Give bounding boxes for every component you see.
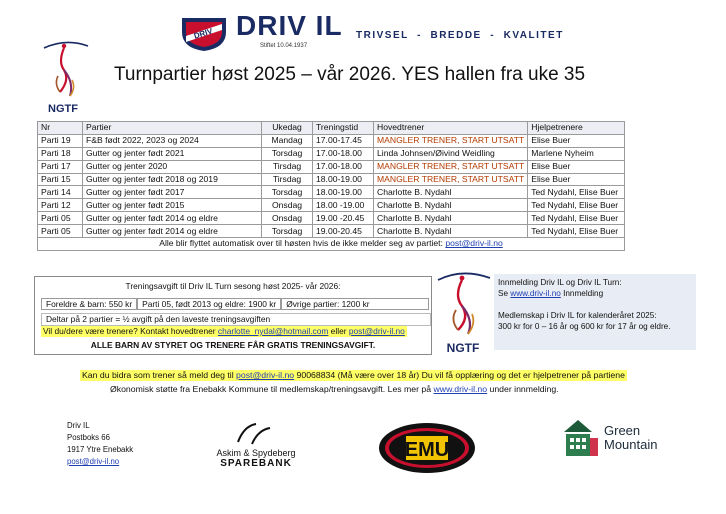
cell-trener: Charlotte B. Nydahl [374,212,528,225]
footer-email-link[interactable]: post@driv-il.no [445,238,503,249]
cell-trener: MANGLER TRENER, START UTSATT [374,160,528,173]
cell-nr: Parti 12 [38,199,83,212]
table-row [38,199,625,212]
cell-hjelp: Ted Nydahl, Elise Buer [528,225,625,238]
cell-trener: Charlotte B. Nydahl [374,186,528,199]
bank-swoosh-icon [234,422,278,446]
cell-dag: Torsdag [262,147,313,160]
cell-trener: Linda Johnsen/Øivind Weidling [374,147,528,160]
address-box: Postboks 66 [67,433,110,442]
cell-nr: Parti 05 [38,212,83,225]
table-row [38,147,625,160]
address-name: Driv IL [67,421,90,430]
ngtf-gymnast-logo-icon [432,266,494,358]
club-address [67,420,133,468]
cell-parti: Gutter og jenter født 2017 [83,186,262,199]
or-text: eller [328,326,349,336]
ngtf-label: NGTF [48,103,78,115]
cell-parti: F&B født 2022, 2023 og 2024 [83,134,262,147]
head-coach-email-link[interactable]: charlotte_nydal@hotmail.com [217,326,329,336]
membership-line3: Medlemskap i Driv IL for kalenderåret 2025: [498,311,657,320]
driv-il-logo-icon [178,12,230,52]
volunteer-post: 90068834 (Må være over 18 år) Du vil få opplæring og det er hjelpetrener på partiene [294,370,625,380]
table-row [38,212,625,225]
driv-badge-text: DRIV [192,26,214,41]
membership-line1: Innmelding Driv IL og Driv IL Turn: [498,278,622,287]
cell-parti: Gutter og jenter 2020 [83,160,262,173]
website-link[interactable]: www.driv-il.no [510,289,561,298]
fee-parti05: Parti 05, født 2013 og eldre: 1900 kr [137,298,281,310]
cell-tid: 19.00 -20.45 [313,212,374,225]
cell-dag: Torsdag [262,225,313,238]
emu-text: EMU [404,439,450,461]
founded-date: Stiftet 10.04.1937 [260,43,308,49]
fee-box [34,276,432,355]
bank-name-line1: Askim & Spydeberg [216,448,296,458]
address-city: 1917 Ytre Enebakk [67,445,134,454]
col-partier: Partier [83,122,262,135]
table-row [38,134,625,147]
cell-tid: 17.00-18.00 [313,160,374,173]
fee-two-parties: Deltar på 2 partier = ½ avgift på den laveste treningsavgiften [41,313,431,326]
membership-line2 [498,288,692,299]
cell-dag: Mandag [262,134,313,147]
cell-parti: Gutter og jenter født 2015 [83,199,262,212]
support-post: under innmelding. [487,384,559,394]
green-line1: Green [604,423,641,438]
cell-nr: Parti 17 [38,160,83,173]
cell-parti: Gutter og jenter født 2014 og eldre [83,212,262,225]
cell-hjelp: Ted Nydahl, Elise Buer [528,212,625,225]
address-email-link[interactable]: post@driv-il.no [67,457,120,466]
volunteer-pre: Kan du bidra som trener så meld deg til [82,370,237,380]
fee-other: Øvrige partier: 1200 kr [281,298,429,310]
table-row [38,186,625,199]
free-fee-notice: ALLE BARN AV STYRET OG TRENERE FÅR GRATIS TRENINGSAVGIFT. [90,340,376,350]
cell-hjelp: Marlene Nyheim [528,147,625,160]
cell-parti: Gutter og jenter født 2018 og 2019 [83,173,262,186]
cell-tid: 18.00-19.00 [313,186,374,199]
col-hjelpetrenere: Hjelpetrenere [528,122,625,135]
volunteer-call [80,370,627,381]
mountain-icon [562,418,600,460]
trainer-recruit-text: Vil du/dere være trenere? Kontakt hovedtrener [43,326,218,336]
fee-title: Treningsavgift til Driv IL Turn sesong høst 2025- vår 2026: [125,281,341,291]
support-website-link[interactable]: www.driv-il.no [433,384,488,394]
page-title: Turnpartier høst 2025 – vår 2026. YES hallen fra uke 35 [114,64,586,85]
innmelding-text: Innmelding [560,289,604,298]
cell-parti: Gutter og jenter født 2021 [83,147,262,160]
cell-nr: Parti 18 [38,147,83,160]
footer-cell [38,238,625,251]
cell-trener: Charlotte B. Nydahl [374,225,528,238]
support-pre: Økonomisk støtte fra Enebakk Kommune til medlemskap/treningsavgift. Les mer på [110,384,434,394]
cell-hjelp: Ted Nydahl, Elise Buer [528,186,625,199]
cell-dag: Tirsdag [262,160,313,173]
cell-hjelp: Elise Buer [528,173,625,186]
membership-box [494,274,696,350]
table-header-row [38,122,625,135]
ngtf-label: NGTF [446,341,480,355]
cell-tid: 18.00 -19.00 [313,199,374,212]
cell-dag: Torsdag [262,186,313,199]
club-email-link[interactable]: post@driv-il.no [348,326,405,336]
club-name: DRIV IL [236,10,343,41]
cell-dag: Tirsdag [262,173,313,186]
cell-trener: Charlotte B. Nydahl [374,199,528,212]
ngtf-gymnast-logo-icon [30,36,96,120]
cell-hjelp: Elise Buer [528,134,625,147]
cell-trener: MANGLER TRENER, START UTSATT [374,173,528,186]
cell-nr: Parti 19 [38,134,83,147]
cell-trener: MANGLER TRENER, START UTSATT [374,134,528,147]
tagline: TRIVSEL - BREDDE - KVALITET [356,30,564,41]
col-hovedtrener: Hovedtrener [374,122,528,135]
table-footer-row [38,238,625,251]
cell-tid: 18.00-19.00 [313,173,374,186]
cell-nr: Parti 14 [38,186,83,199]
cell-hjelp: Ted Nydahl, Elise Buer [528,199,625,212]
col-treningstid: Treningstid [313,122,374,135]
bank-name-line2: SPAREBANK [220,458,292,469]
table-row [38,225,625,238]
see-text: Se [498,289,511,298]
green-line2: Mountain [604,437,658,452]
cell-nr: Parti 15 [38,173,83,186]
table-row [38,160,625,173]
financial-support [110,384,559,395]
schedule-table [37,121,625,251]
cell-tid: 17.00-18.00 [313,147,374,160]
trainer-recruit [41,326,407,337]
sponsor-askim-spydeberg-sparebank [206,422,306,478]
sponsor-emu-logo [378,422,476,474]
cell-nr: Parti 05 [38,225,83,238]
col-ukedag: Ukedag [262,122,313,135]
sponsor-green-mountain [562,418,672,468]
cell-tid: 19.00-20.45 [313,225,374,238]
col-nr: Nr [38,122,83,135]
cell-dag: Onsdag [262,212,313,225]
green-mountain-name [604,424,657,452]
cell-parti: Gutter og jenter født 2014 og eldre [83,225,262,238]
cell-tid: 17.00-17.45 [313,134,374,147]
fee-row [41,298,429,310]
spacer [498,299,692,310]
fee-family: Foreldre & barn: 550 kr [41,298,137,310]
membership-line4: 300 kr for 0 – 16 år og 600 kr for 17 år og eldre. [498,322,671,331]
table-row [38,173,625,186]
auto-move-text: Alle blir flyttet automatisk over til høsten hvis de ikke melder seg av partiet: [159,238,446,249]
cell-hjelp: Elise Buer [528,160,625,173]
volunteer-email-link[interactable]: post@driv-il.no [236,370,295,380]
cell-dag: Onsdag [262,199,313,212]
